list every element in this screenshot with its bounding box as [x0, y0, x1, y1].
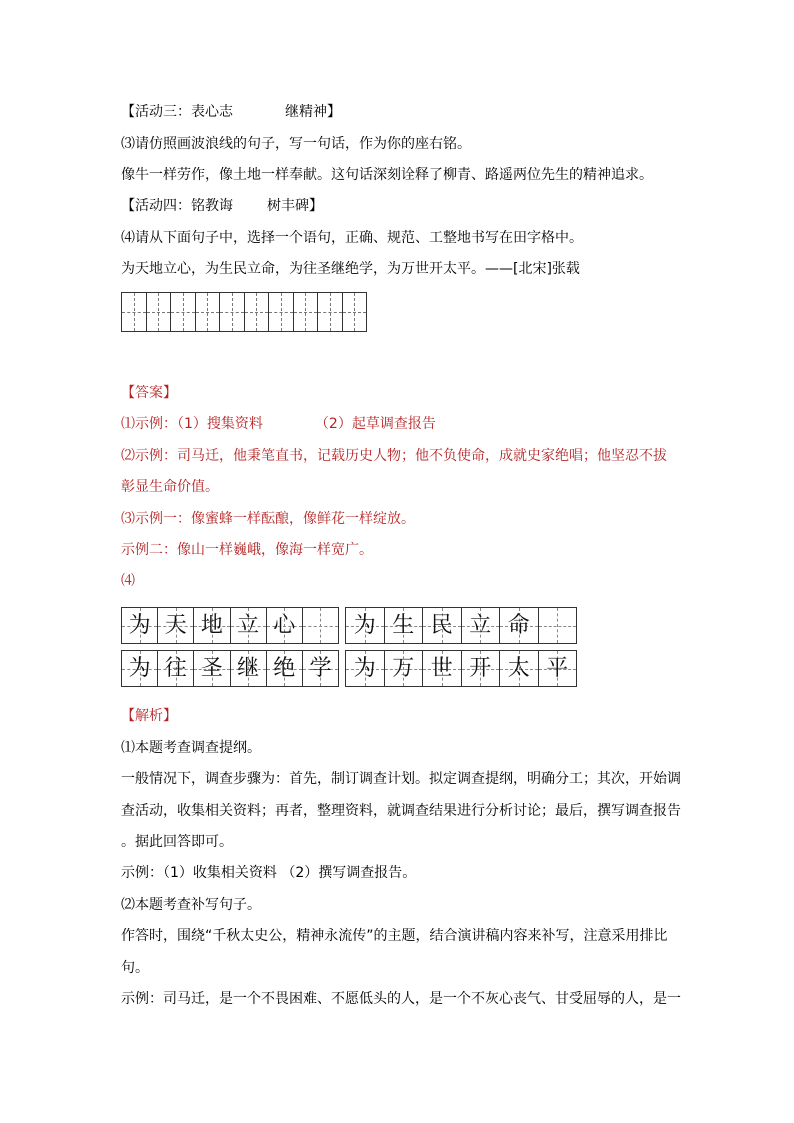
answer-3-line2: 示例二：像山一样巍峨，像海一样宽广。 [121, 542, 373, 558]
grid-char: 往 [158, 651, 194, 686]
q3-prompt: ⑶请仿照画波浪线的句子，写一句话，作为你的座右铭。 [121, 136, 471, 152]
grid-char: 地 [194, 608, 230, 643]
q4-prompt: ⑷请从下面句子中，选择一个语句，正确、规范、工整地书写在田字格中。 [121, 230, 583, 246]
grid-char: 圣 [194, 651, 230, 686]
grid-char: 继 [231, 651, 267, 686]
answer-3-line1: ⑶示例一：像蜜蜂一样酝酿，像鲜花一样绽放。 [121, 511, 415, 527]
grid-cell[interactable] [220, 293, 245, 331]
empty-writing-grid[interactable] [121, 292, 367, 332]
grid-char: 世 [423, 651, 462, 686]
grid-char [539, 608, 577, 643]
answer-1: ⑴示例：（1）搜集资料 （2）起草调查报告 [121, 416, 436, 432]
analysis-p5-line2: 句。 [121, 960, 149, 976]
analysis-header: 【解析】 [121, 708, 177, 724]
grid-cell[interactable] [294, 293, 319, 331]
answer-grid-3 [121, 650, 339, 687]
activity3-heading: 【活动三：表心志 继精神】 [121, 104, 341, 120]
grid-char: 开 [462, 651, 501, 686]
grid-char: 为 [122, 651, 158, 686]
analysis-p2-line2: 查活动，收集相关资料；再者，整理资料，就调查结果进行分析讨论；最后，撰写调查报告 [121, 803, 681, 819]
q3-sentence: 像牛一样劳作，像土地一样奉献。这句话深刻诠释了柳青、路遥两位先生的精神追求。 [121, 167, 653, 183]
grid-char: 为 [346, 651, 385, 686]
grid-cell[interactable] [171, 293, 196, 331]
grid-cell[interactable] [122, 293, 147, 331]
grid-char: 命 [500, 608, 539, 643]
grid-cell[interactable] [245, 293, 270, 331]
grid-char: 为 [122, 608, 158, 643]
grid-cell[interactable] [196, 293, 221, 331]
analysis-p3: 示例：（1）收集相关资料 （2）撰写调查报告。 [121, 865, 417, 881]
answer-grid-2 [345, 607, 577, 644]
grid-char [303, 608, 338, 643]
analysis-p1: ⑴本题考查调查提纲。 [121, 740, 261, 756]
analysis-p4: ⑵本题考查补写句子。 [121, 897, 261, 913]
analysis-p5-line1: 作答时，围绕“千秋太史公，精神永流传”的主题，结合演讲稿内容来补写，注意采用排比 [121, 928, 668, 944]
grid-cell[interactable] [147, 293, 172, 331]
answer-4-label: ⑷ [121, 573, 135, 589]
answer-2-line1: ⑵示例：司马迁，他秉笔直书，记载历史人物；他不负使命，成就史家绝唱；他坚忍不拔 [121, 448, 667, 464]
grid-char: 太 [500, 651, 539, 686]
grid-char: 平 [539, 651, 577, 686]
grid-char: 天 [158, 608, 194, 643]
analysis-p6: 示例：司马迁，是一个不畏困难、不愿低头的人，是一个不灰心丧气、甘受屈辱的人，是一 [121, 991, 681, 1007]
grid-cell[interactable] [343, 293, 367, 331]
grid-char: 立 [462, 608, 501, 643]
activity4-heading: 【活动四：铭教诲 树丰碑】 [121, 198, 323, 214]
grid-char: 立 [231, 608, 267, 643]
answer-2-line2: 彰显生命价值。 [121, 479, 219, 495]
grid-char: 心 [267, 608, 303, 643]
grid-char: 学 [303, 651, 338, 686]
grid-cell[interactable] [269, 293, 294, 331]
analysis-p2-line1: 一般情况下，调查步骤为：首先，制订调查计划。拟定调查提纲，明确分工；其次，开始调 [121, 771, 681, 787]
grid-char: 生 [385, 608, 424, 643]
grid-char: 万 [385, 651, 424, 686]
answer-grid-1 [121, 607, 339, 644]
grid-char: 绝 [267, 651, 303, 686]
analysis-p2-line3: 。据此回答即可。 [121, 834, 233, 850]
grid-cell[interactable] [318, 293, 343, 331]
grid-char: 民 [423, 608, 462, 643]
q4-quote: 为天地立心，为生民立命，为往圣继绝学，为万世开太平。——[北宋]张载 [121, 261, 580, 277]
answer-header: 【答案】 [121, 385, 177, 401]
answer-grid-4 [345, 650, 577, 687]
grid-char: 为 [346, 608, 385, 643]
